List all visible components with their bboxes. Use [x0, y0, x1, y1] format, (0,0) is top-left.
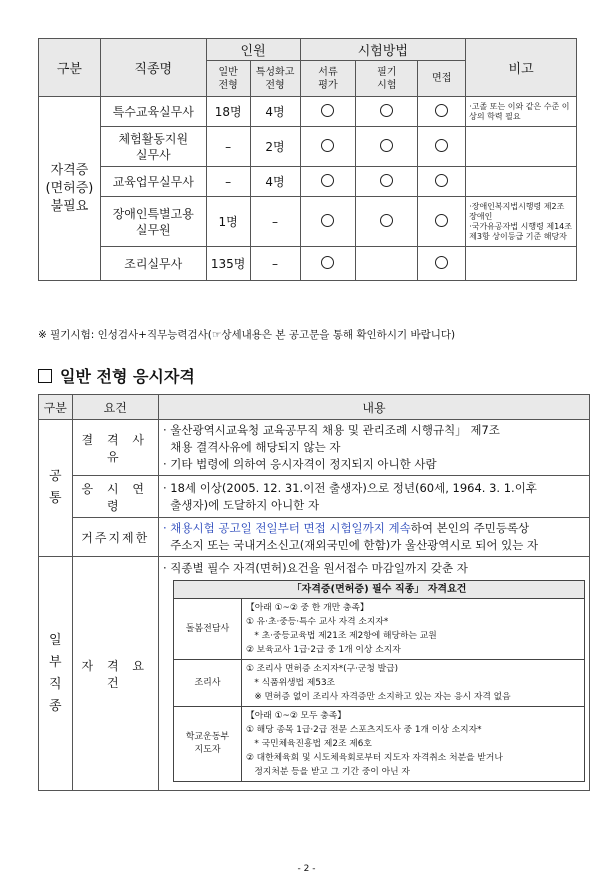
inner-line: * 식품위생법 제53조: [245, 678, 336, 688]
inner-line: * 국민체육진흥법 제2조 제6호: [245, 739, 372, 749]
checkbox-square-icon: [38, 369, 52, 383]
header-interview: 면접: [418, 61, 466, 97]
header-personnel: 인원: [206, 39, 300, 61]
general-count-cell: –: [206, 167, 250, 197]
job-name-cell: 체험활동지원 실무사: [100, 127, 206, 167]
circle-mark-icon: [321, 104, 334, 117]
requirement-qualification: 자 격 요 건: [72, 557, 158, 791]
inner-line: ※ 면허증 없이 조리사 자격증만 소지하고 있는 자는 응시 자격 없음: [245, 692, 511, 702]
inner-label: 조리사: [173, 660, 241, 707]
content-line: · 기타 법령에 의하여 응시자격이 정지되지 아니한 사람: [162, 457, 437, 471]
circle-mark-icon: [380, 104, 393, 117]
general-count-cell: 1명: [206, 197, 250, 247]
written-cell: [356, 167, 418, 197]
job-name-cell: 장애인특별고용 실무원: [100, 197, 206, 247]
content-residence: [158, 518, 589, 557]
interview-cell: [418, 247, 466, 281]
table-row: [39, 127, 577, 167]
header-category: 구분: [39, 395, 73, 420]
requirement-residence: 거주지제한: [72, 518, 158, 557]
special-count-cell: –: [250, 247, 300, 281]
content-disqualification: [158, 420, 589, 476]
inner-row-care-worker: [173, 599, 584, 660]
header-general: 일반 전형: [206, 61, 250, 97]
content-qualification: [158, 557, 589, 791]
circle-mark-icon: [321, 256, 334, 269]
inner-line: 【아래 ①~② 중 한 개만 충족】: [245, 603, 369, 613]
header-remarks: 비고: [466, 39, 577, 97]
footnote-written-exam: ※ 필기시험: 인성검사+직무능력검사(☞상세내용은 본 공고문을 통해 확인하시기 바랍니다): [38, 329, 456, 341]
special-count-cell: –: [250, 197, 300, 247]
inner-label: 돌봄전담사: [173, 599, 241, 660]
interview-cell: [418, 127, 466, 167]
interview-cell: [418, 97, 466, 127]
table-row: [39, 247, 577, 281]
qualification-intro: · 직종별 필수 자격(면허)요건을 원서접수 마감일까지 갖춘 자: [162, 561, 468, 575]
circle-mark-icon: [435, 174, 448, 187]
general-count-cell: 135명: [206, 247, 250, 281]
special-count-cell: 4명: [250, 167, 300, 197]
document-cell: [300, 127, 356, 167]
interview-cell: [418, 197, 466, 247]
job-name-cell: 조리실무사: [100, 247, 206, 281]
general-count-cell: –: [206, 127, 250, 167]
written-cell: [356, 247, 418, 281]
special-count-cell: 2명: [250, 127, 300, 167]
document-cell: [300, 247, 356, 281]
header-exam-method: 시험방법: [300, 39, 466, 61]
inner-body: [241, 707, 584, 782]
circle-mark-icon: [380, 139, 393, 152]
inner-line: ① 유·초·중등·특수 교사 자격 소지자*: [245, 617, 389, 627]
written-cell: [356, 97, 418, 127]
remarks-cell: [466, 247, 577, 281]
remarks-cell: [466, 167, 577, 197]
inner-line: ① 해당 종목 1급·2급 전문 스포츠지도사 중 1개 이상 소지자*: [245, 725, 482, 735]
document-cell: [300, 197, 356, 247]
document-cell: [300, 97, 356, 127]
common-label: 공 통: [39, 420, 73, 557]
circle-mark-icon: [380, 214, 393, 227]
circle-mark-icon: [435, 104, 448, 117]
header-document: 서류 평가: [300, 61, 356, 97]
document-cell: [300, 167, 356, 197]
interview-cell: [418, 167, 466, 197]
header-content: 내용: [158, 395, 589, 420]
written-cell: [356, 127, 418, 167]
inner-line: ② 보육교사 1급·2급 중 1개 이상 소지자: [245, 645, 401, 655]
content-line: 주소지 또는 국내거소신고(재외국민에 한함)가 울산광역시로 되어 있는 자: [162, 538, 539, 552]
header-job-name: 직종명: [100, 39, 206, 97]
inner-label: 학교운동부 지도자: [173, 707, 241, 782]
circle-mark-icon: [435, 139, 448, 152]
job-name-cell: 특수교육실무사: [100, 97, 206, 127]
content-line: 출생자)에 도달하지 아니한 자: [162, 497, 320, 512]
residence-highlight: · 채용시험 공고일 전일부터 면접 시험일까지 계속: [162, 521, 411, 535]
inner-table-title: 「자격증(면허증) 필수 직종」 자격요건: [173, 581, 584, 599]
section-title-text: 일반 전형 응시자격: [60, 367, 195, 386]
circle-mark-icon: [321, 174, 334, 187]
eligibility-table: [38, 394, 590, 791]
residence-rest: 하여 본인의 주민등록상: [410, 521, 530, 535]
inner-row-sports-coach: [173, 707, 584, 782]
inner-body: [241, 599, 584, 660]
category-cell: 자격증 (면허증) 불필요: [39, 97, 101, 281]
circle-mark-icon: [321, 139, 334, 152]
inner-line: 【아래 ①~② 모두 충족】: [245, 711, 347, 721]
table-row: [39, 97, 577, 127]
inner-line: ② 대한체육회 및 시도체육회로부터 지도자 자격취소 처분을 받거나: [245, 753, 503, 763]
section-title: [38, 364, 195, 387]
circle-mark-icon: [435, 256, 448, 269]
license-required-table: [173, 580, 585, 782]
content-line: 채용 결격사유에 해당되지 않는 자: [162, 440, 341, 454]
header-category: 구분: [39, 39, 101, 97]
inner-row-cook: [173, 660, 584, 707]
requirement-disqualification: 결 격 사 유: [72, 420, 158, 476]
special-count-cell: 4명: [250, 97, 300, 127]
table-row: [39, 197, 577, 247]
content-age: [158, 476, 589, 518]
table-row: [39, 167, 577, 197]
remarks-cell: ·장애인복지법시행령 제2조 장애인 ·국가유공자법 시행령 제14조제3항 상이등급 기준 해당자: [466, 197, 577, 247]
header-written: 필기 시험: [356, 61, 418, 97]
circle-mark-icon: [380, 174, 393, 187]
written-cell: [356, 197, 418, 247]
content-line: · 울산광역시교육청 교육공무직 채용 및 관리조례 시행규칙」 제7조: [162, 423, 500, 437]
inner-line: * 초·중등교육법 제21조 제2항에 해당하는 교원: [245, 631, 437, 641]
inner-line: 정지처분 등을 받고 그 기간 중이 아닌 자: [245, 767, 410, 777]
circle-mark-icon: [435, 214, 448, 227]
remarks-cell: ·고졸 또는 이와 같은 수준 이상의 학력 필요: [466, 97, 577, 127]
inner-line: ① 조리사 면허증 소지자*(구·군청 발급): [245, 664, 399, 674]
content-line: · 18세 이상(2005. 12. 31.이전 출생자)으로 정년(60세, 1964. 3. 1.이후: [162, 480, 537, 495]
page-number: - 2 -: [297, 864, 316, 874]
requirement-age: 응 시 연 령: [72, 476, 158, 518]
remarks-cell: [466, 127, 577, 167]
partial-label: 일 부 직 종: [39, 557, 73, 791]
circle-mark-icon: [321, 214, 334, 227]
header-special-vocational: 특성화고 전형: [250, 61, 300, 97]
job-name-cell: 교육업무실무사: [100, 167, 206, 197]
header-requirement: 요건: [72, 395, 158, 420]
inner-body: [241, 660, 584, 707]
recruitment-table: [38, 38, 577, 281]
general-count-cell: 18명: [206, 97, 250, 127]
